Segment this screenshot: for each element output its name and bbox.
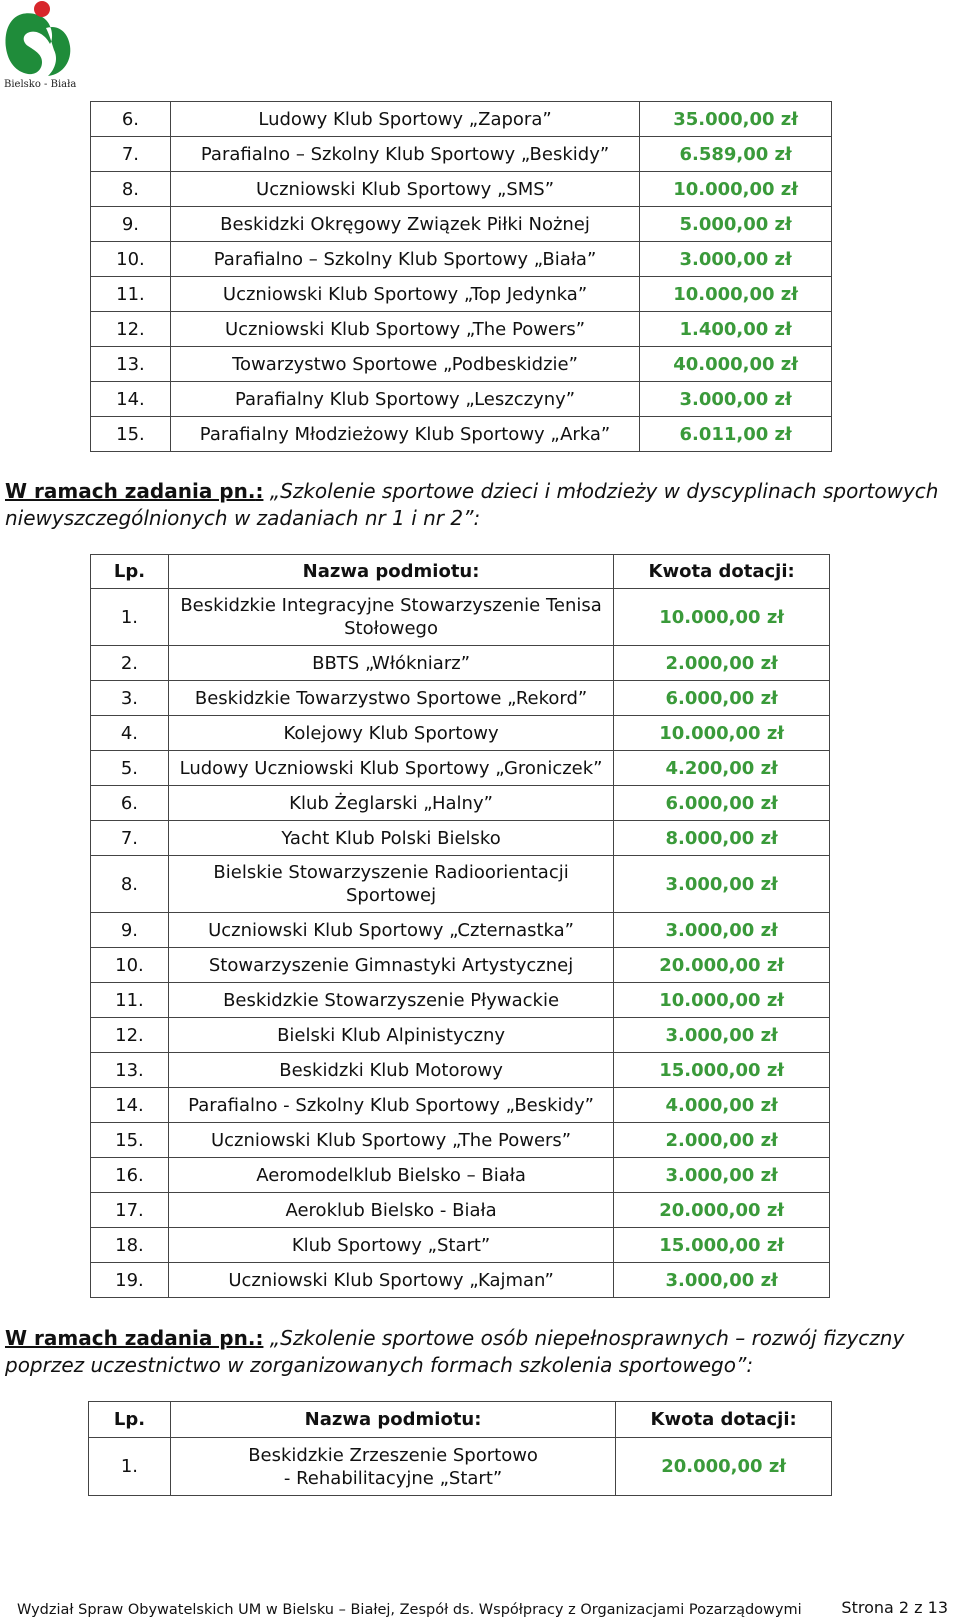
cell-amount: 3.000,00 zł: [614, 1263, 830, 1298]
cell-name: Aeromodelklub Bielsko – Biała: [168, 1158, 613, 1193]
cell-name: Uczniowski Klub Sportowy „The Powers”: [170, 312, 639, 347]
cell-amount: 35.000,00 zł: [640, 102, 832, 137]
cell-amount: 15.000,00 zł: [614, 1228, 830, 1263]
table-row: [91, 417, 832, 452]
table-row: [91, 1228, 830, 1263]
table-row: [91, 913, 830, 948]
cell-amount: 5.000,00 zł: [640, 207, 832, 242]
table-row: [91, 1158, 830, 1193]
table-row: [91, 1193, 830, 1228]
cell-amount: 20.000,00 zł: [614, 948, 830, 983]
heading-lead: W ramach zadania pn.: [5, 479, 256, 503]
cell-name: Parafialno – Szkolny Klub Sportowy „Biała”: [170, 242, 639, 277]
cell-amount: 3.000,00 zł: [640, 242, 832, 277]
cell-name: Parafialny Młodzieżowy Klub Sportowy „Arka”: [170, 417, 639, 452]
cell-name: Parafialno – Szkolny Klub Sportowy „Beskidy”: [170, 137, 639, 172]
table-row: [89, 1438, 832, 1496]
cell-amount: 3.000,00 zł: [640, 382, 832, 417]
cell-name: Aeroklub Bielsko - Biała: [168, 1193, 613, 1228]
cell-lp: 10.: [91, 948, 169, 983]
logo-red-dot: [34, 1, 50, 17]
heading-title: „Szkolenie sportowe dzieci i młodzieży w dyscyplinach sportowych niewyszczególnionych w zadaniach nr 1 i nr 2”:: [5, 479, 939, 530]
cell-amount: 6.589,00 zł: [640, 137, 832, 172]
cell-amount: 15.000,00 zł: [614, 1053, 830, 1088]
footer-department: Wydział Spraw Obywatelskich UM w Bielsku – Białej, Zespół ds. Współpracy z Organizacjami Pozarządowymi: [17, 1602, 802, 1618]
table-header-row: [89, 1402, 832, 1438]
cell-name: Kolejowy Klub Sportowy: [168, 716, 613, 751]
table-row: [91, 1053, 830, 1088]
cell-name: Beskidzki Klub Motorowy: [168, 1053, 613, 1088]
table-body: [91, 589, 830, 1298]
cell-lp: 13.: [91, 1053, 169, 1088]
heading-colon: :: [255, 479, 264, 503]
cell-name: Uczniowski Klub Sportowy „Kajman”: [168, 1263, 613, 1298]
table-row: [91, 172, 832, 207]
table-body: [91, 102, 832, 452]
cell-amount: 10.000,00 zł: [614, 589, 830, 646]
cell-name: Stowarzyszenie Gimnastyki Artystycznej: [168, 948, 613, 983]
cell-name: Parafialny Klub Sportowy „Leszczyny”: [170, 382, 639, 417]
header-amount: Kwota dotacji:: [616, 1402, 832, 1438]
table-row: [91, 312, 832, 347]
cell-amount: 10.000,00 zł: [614, 716, 830, 751]
cell-lp: 6.: [91, 102, 171, 137]
table-row: [91, 681, 830, 716]
cell-name-line2: - Rehabilitacyjne „Start”: [283, 1467, 503, 1489]
table-row: [91, 137, 832, 172]
table-row: [91, 102, 832, 137]
cell-lp: 8.: [91, 172, 171, 207]
cell-amount: 10.000,00 zł: [640, 277, 832, 312]
cell-name-line1: Beskidzkie Zrzeszenie Sportowo: [248, 1444, 538, 1466]
cell-lp: 10.: [91, 242, 171, 277]
table-row: [91, 646, 830, 681]
cell-lp: 9.: [91, 207, 171, 242]
cell-amount: 8.000,00 zł: [614, 821, 830, 856]
logo-caption: Bielsko - Biała: [4, 79, 77, 90]
cell-lp: 12.: [91, 1018, 169, 1053]
grant-table-disabled: [88, 1401, 832, 1496]
cell-name: Beskidzkie Integracyjne Stowarzyszenie Tenisa Stołowego: [168, 589, 613, 646]
cell-lp: 12.: [91, 312, 171, 347]
table-row: [91, 242, 832, 277]
heading-lead: W ramach zadania pn.: [5, 1326, 256, 1350]
cell-amount: 3.000,00 zł: [614, 856, 830, 913]
cell-amount: 6.000,00 zł: [614, 786, 830, 821]
cell-lp: 8.: [91, 856, 169, 913]
cell-amount: 4.200,00 zł: [614, 751, 830, 786]
header-lp: Lp.: [89, 1402, 171, 1438]
cell-amount: 20.000,00 zł: [616, 1438, 832, 1496]
cell-name: Ludowy Klub Sportowy „Zapora”: [170, 102, 639, 137]
cell-lp: 5.: [91, 751, 169, 786]
cell-amount: 2.000,00 zł: [614, 646, 830, 681]
cell-lp: 19.: [91, 1263, 169, 1298]
header-name: Nazwa podmiotu:: [170, 1402, 615, 1438]
cell-amount: 4.000,00 zł: [614, 1088, 830, 1123]
cell-amount: 10.000,00 zł: [614, 983, 830, 1018]
cell-name: Towarzystwo Sportowe „Podbeskidzie”: [170, 347, 639, 382]
cell-amount: 3.000,00 zł: [614, 1158, 830, 1193]
cell-lp: 9.: [91, 913, 169, 948]
cell-lp: 7.: [91, 137, 171, 172]
cell-lp: 6.: [91, 786, 169, 821]
cell-name: BBTS „Włókniarz”: [168, 646, 613, 681]
table-header-row: [91, 555, 830, 589]
cell-name: Bielskie Stowarzyszenie Radioorientacji Sportowej: [168, 856, 613, 913]
header-name: Nazwa podmiotu:: [168, 555, 613, 589]
table-row: [91, 382, 832, 417]
cell-name: Uczniowski Klub Sportowy „SMS”: [170, 172, 639, 207]
cell-lp: 11.: [91, 983, 169, 1018]
table-row: [91, 277, 832, 312]
table-row: [91, 1018, 830, 1053]
table-row: [91, 716, 830, 751]
cell-name: Klub Sportowy „Start”: [168, 1228, 613, 1263]
cell-amount: 1.400,00 zł: [640, 312, 832, 347]
cell-name: Bielski Klub Alpinistyczny: [168, 1018, 613, 1053]
cell-lp: 15.: [91, 417, 171, 452]
cell-lp: 15.: [91, 1123, 169, 1158]
cell-name: Beskidzkie Towarzystwo Sportowe „Rekord”: [168, 681, 613, 716]
cell-lp: 13.: [91, 347, 171, 382]
table-row: [91, 1263, 830, 1298]
table-row: [91, 1088, 830, 1123]
header-lp: Lp.: [91, 555, 169, 589]
table-row: [91, 1123, 830, 1158]
table-row: [91, 948, 830, 983]
cell-lp: 2.: [91, 646, 169, 681]
heading-title: „Szkolenie sportowe osób niepełnosprawnych – rozwój fizyczny poprzez uczestnictwo w zorganizowanych formach szkolenia sportowego”:: [5, 1326, 905, 1377]
cell-amount: 6.000,00 zł: [614, 681, 830, 716]
cell-amount: 2.000,00 zł: [614, 1123, 830, 1158]
cell-lp: 7.: [91, 821, 169, 856]
table-row: [91, 786, 830, 821]
cell-name: Uczniowski Klub Sportowy „The Powers”: [168, 1123, 613, 1158]
cell-lp: 3.: [91, 681, 169, 716]
table-row: [91, 207, 832, 242]
heading-colon: :: [255, 1326, 264, 1350]
cell-name: Klub Żeglarski „Halny”: [168, 786, 613, 821]
cell-lp: 16.: [91, 1158, 169, 1193]
cell-name: Beskidzkie Stowarzyszenie Pływackie: [168, 983, 613, 1018]
cell-amount: 3.000,00 zł: [614, 1018, 830, 1053]
grant-table-youth: [90, 554, 830, 1298]
cell-lp: 1.: [89, 1438, 171, 1496]
cell-lp: 17.: [91, 1193, 169, 1228]
section-heading-disabled: [5, 1325, 945, 1379]
cell-name: Uczniowski Klub Sportowy „Top Jedynka”: [170, 277, 639, 312]
cell-name: Uczniowski Klub Sportowy „Czternastka”: [168, 913, 613, 948]
cell-name: Parafialno - Szkolny Klub Sportowy „Beskidy”: [168, 1088, 613, 1123]
cell-amount: 3.000,00 zł: [614, 913, 830, 948]
footer-page-number: Strona 2 z 13: [841, 1598, 948, 1617]
cell-name: Ludowy Uczniowski Klub Sportowy „Groniczek”: [168, 751, 613, 786]
cell-lp: 14.: [91, 382, 171, 417]
header-amount: Kwota dotacji:: [614, 555, 830, 589]
table-row: [91, 821, 830, 856]
cell-name: Yacht Klub Polski Bielsko: [168, 821, 613, 856]
table-row: [91, 983, 830, 1018]
cell-amount: 10.000,00 zł: [640, 172, 832, 207]
grant-table-continued: [90, 101, 832, 452]
cell-name: Beskidzki Okręgowy Związek Piłki Nożnej: [170, 207, 639, 242]
table-row: [91, 347, 832, 382]
table-row: [91, 589, 830, 646]
cell-lp: 4.: [91, 716, 169, 751]
logo-green-shape: [6, 13, 71, 76]
cell-amount: 40.000,00 zł: [640, 347, 832, 382]
cell-lp: 18.: [91, 1228, 169, 1263]
table-row: [91, 751, 830, 786]
cell-amount: 20.000,00 zł: [614, 1193, 830, 1228]
cell-lp: 1.: [91, 589, 169, 646]
cell-name: [170, 1438, 615, 1496]
cell-lp: 14.: [91, 1088, 169, 1123]
cell-lp: 11.: [91, 277, 171, 312]
section-heading-youth: [5, 478, 945, 532]
cell-amount: 6.011,00 zł: [640, 417, 832, 452]
table-row: [91, 856, 830, 913]
